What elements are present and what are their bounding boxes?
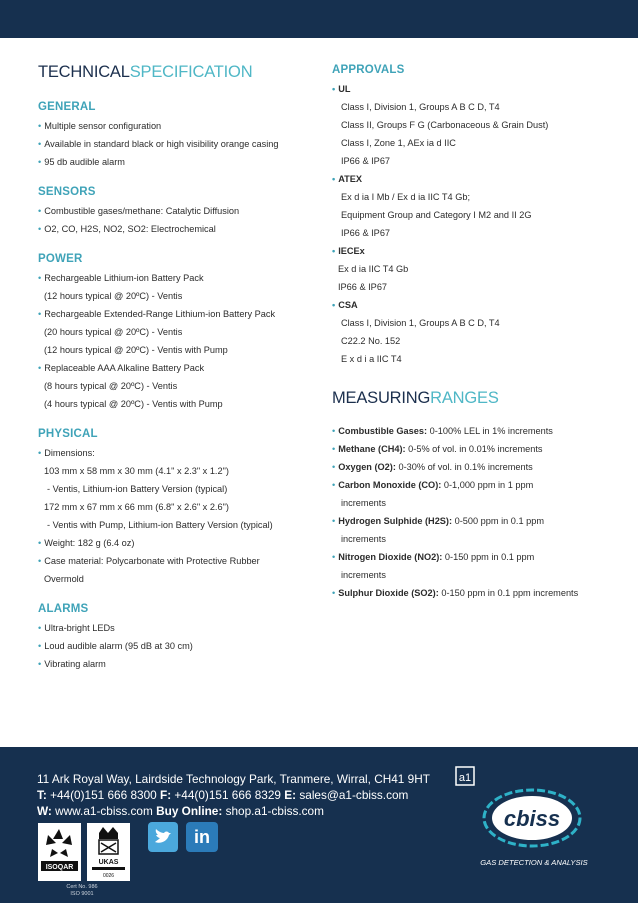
- approval-detail: Ex d ia I Mb / Ex d ia IIC T4 Gb;: [341, 192, 471, 202]
- approval-detail: Class II, Groups F G (Carbonaceous & Grain Dust): [341, 120, 549, 130]
- a1-cbiss-logo: [452, 763, 612, 867]
- general-heading: GENERAL: [38, 101, 96, 113]
- general-item: • Available in standard black or high visibility orange casing: [38, 135, 318, 153]
- alarms-heading: ALARMS: [38, 603, 89, 615]
- tel-label: T:: [37, 788, 47, 802]
- cert-caption: [52, 884, 112, 898]
- physical-detail: 103 mm x 58 mm x 30 mm (4.1" x 2.3" x 1.2"): [44, 466, 229, 476]
- website-link[interactable]: www.a1-cbiss.com: [51, 804, 157, 818]
- measuring-ranges-title: [332, 388, 632, 408]
- physical-heading: PHYSICAL: [38, 428, 98, 440]
- svg-text:a1: a1: [458, 772, 472, 784]
- linkedin-icon[interactable]: in: [186, 822, 218, 852]
- svg-text:ISOQAR: ISOQAR: [45, 864, 74, 871]
- power-detail: (20 hours typical @ 20ºC) - Ventis: [44, 327, 183, 337]
- iso-standard: ISO 9001: [70, 891, 94, 897]
- approval-atex: • ATEX: [332, 170, 632, 188]
- approval-detail: Class I, Division 1, Groups A B C D, T4: [341, 102, 500, 112]
- footer: [0, 747, 638, 903]
- range-item: [332, 440, 632, 458]
- general-item: • Multiple sensor configuration: [38, 117, 318, 135]
- address: 11 Ark Royal Way, Lairdside Technology Park, Tranmere, Wirral, CH41 9HT: [37, 772, 430, 786]
- range-label: Methane (CH4):: [338, 444, 406, 454]
- ranges-title-part2: RANGES: [430, 389, 499, 407]
- range-label: Combustible Gases:: [338, 426, 428, 436]
- range-value: 0-1,000 ppm in 1 ppm: [441, 480, 534, 490]
- sensors-item: • O2, CO, H2S, NO2, SO2: Electrochemical: [38, 220, 318, 238]
- physical-detail: - Ventis, Lithium-ion Battery Version (typical): [47, 484, 228, 494]
- svg-text:UKAS: UKAS: [98, 859, 119, 866]
- technical-specification-title: [38, 62, 318, 82]
- buy-online-label: Buy Online:: [156, 804, 223, 818]
- range-label: Nitrogen Dioxide (NO2):: [338, 552, 443, 562]
- approval-detail: Equipment Group and Category I M2 and II 2G: [341, 210, 532, 220]
- isoqar-icon: [38, 823, 81, 881]
- range-value: 0-500 ppm in 0.1 ppm: [452, 516, 544, 526]
- cert-number: Cert No. 986: [66, 884, 98, 890]
- email-label: E:: [284, 788, 297, 802]
- range-label: Carbon Monoxide (CO):: [338, 480, 442, 490]
- range-value: 0-150 ppm in 0.1 ppm: [442, 552, 535, 562]
- web-line: [37, 803, 430, 819]
- ukas-crown-icon: [87, 823, 130, 881]
- range-item: [332, 458, 632, 476]
- isoqar-certificate-logo: [38, 823, 81, 881]
- power-detail: (4 hours typical @ 20ºC) - Ventis with Pump: [44, 399, 223, 409]
- ukas-certificate-logo: [87, 823, 130, 881]
- range-item: [332, 548, 632, 566]
- sensors-item: • Combustible gases/methane: Catalytic Diffusion: [38, 202, 318, 220]
- range-item: [332, 422, 632, 440]
- approval-detail: Class I, Division 1, Groups A B C D, T4: [341, 318, 500, 328]
- range-label: Sulphur Dioxide (SO2):: [338, 588, 439, 598]
- physical-item: • Case material: Polycarbonate with Protective Rubber: [38, 552, 318, 570]
- twitter-bird-icon: [148, 822, 178, 852]
- sensors-heading: SENSORS: [38, 186, 96, 198]
- title-part1: TECHNICAL: [38, 63, 130, 81]
- approval-iecex: • IECEx: [332, 242, 632, 260]
- range-label: Oxygen (O2):: [338, 462, 396, 472]
- power-item: • Replaceable AAA Alkaline Battery Pack: [38, 359, 318, 377]
- power-item: • Rechargeable Extended-Range Lithium-ion Battery Pack: [38, 305, 318, 323]
- physical-detail: Overmold: [44, 574, 84, 584]
- power-heading: POWER: [38, 253, 83, 265]
- physical-item: • Dimensions:: [38, 444, 318, 462]
- general-item: • 95 db audible alarm: [38, 153, 318, 171]
- range-continuation: increments: [341, 498, 386, 508]
- range-value: 0-5% of vol. in 0.01% increments: [405, 444, 543, 454]
- approval-detail: E x d i a IIC T4: [341, 354, 402, 364]
- range-continuation: increments: [341, 570, 386, 580]
- approvals-heading: APPROVALS: [332, 64, 405, 76]
- power-detail: (12 hours typical @ 20ºC) - Ventis: [44, 291, 183, 301]
- range-item: [332, 584, 632, 602]
- fax-value: +44(0)151 666 8329: [171, 788, 285, 802]
- tel-value[interactable]: +44(0)151 666 8300: [46, 788, 160, 802]
- logo-tagline: GAS DETECTION & ANALYSIS: [480, 858, 588, 867]
- range-item: [332, 476, 632, 494]
- range-continuation: increments: [341, 534, 386, 544]
- fax-label: F:: [159, 788, 172, 802]
- power-item: • Rechargeable Lithium-ion Battery Pack: [38, 269, 318, 287]
- power-detail: (8 hours typical @ 20ºC) - Ventis: [44, 381, 178, 391]
- physical-detail: - Ventis with Pump, Lithium-ion Battery Version (typical): [47, 520, 273, 530]
- range-value: 0-150 ppm in 0.1 ppm increments: [438, 588, 579, 598]
- range-value: 0-100% LEL in 1% increments: [427, 426, 553, 436]
- alarms-item: • Ultra-bright LEDs: [38, 619, 318, 637]
- physical-item: • Weight: 182 g (6.4 oz): [38, 534, 318, 552]
- right-column: [332, 62, 632, 602]
- email-link[interactable]: sales@a1-cbiss.com: [296, 788, 409, 802]
- approval-detail: Ex d ia IIC T4 Gb: [338, 264, 409, 274]
- ranges-title-part1: MEASURING: [332, 389, 431, 407]
- phone-line: [37, 787, 430, 803]
- top-banner: [0, 0, 638, 38]
- alarms-item: • Loud audible alarm (95 dB at 30 cm): [38, 637, 318, 655]
- twitter-icon[interactable]: [148, 822, 178, 852]
- power-detail: (12 hours typical @ 20ºC) - Ventis with Pump: [44, 345, 228, 355]
- approval-detail: IP66 & IP67: [338, 282, 388, 292]
- approval-detail: IP66 & IP67: [341, 228, 391, 238]
- alarms-item: • Vibrating alarm: [38, 655, 318, 673]
- range-value: 0-30% of vol. in 0.1% increments: [395, 462, 533, 472]
- title-part2: SPECIFICATION: [129, 63, 253, 81]
- contact-block: [37, 771, 430, 819]
- range-item: [332, 512, 632, 530]
- shop-link[interactable]: shop.a1-cbiss.com: [222, 804, 324, 818]
- approval-csa: • CSA: [332, 296, 632, 314]
- approval-ul: • UL: [332, 80, 632, 98]
- svg-text:cbiss: cbiss: [503, 806, 561, 831]
- approval-detail: C22.2 No. 152: [341, 336, 401, 346]
- approval-detail: Class I, Zone 1, AEx ia d IIC: [341, 138, 456, 148]
- web-label: W:: [37, 804, 52, 818]
- range-label: Hydrogen Sulphide (H2S):: [338, 516, 453, 526]
- physical-detail: 172 mm x 67 mm x 66 mm (6.8" x 2.6" x 2.6"): [44, 502, 229, 512]
- cbiss-logo-icon: [452, 763, 612, 853]
- approval-detail: IP66 & IP67: [341, 156, 391, 166]
- svg-text:0026: 0026: [102, 873, 115, 879]
- left-column: [38, 62, 318, 673]
